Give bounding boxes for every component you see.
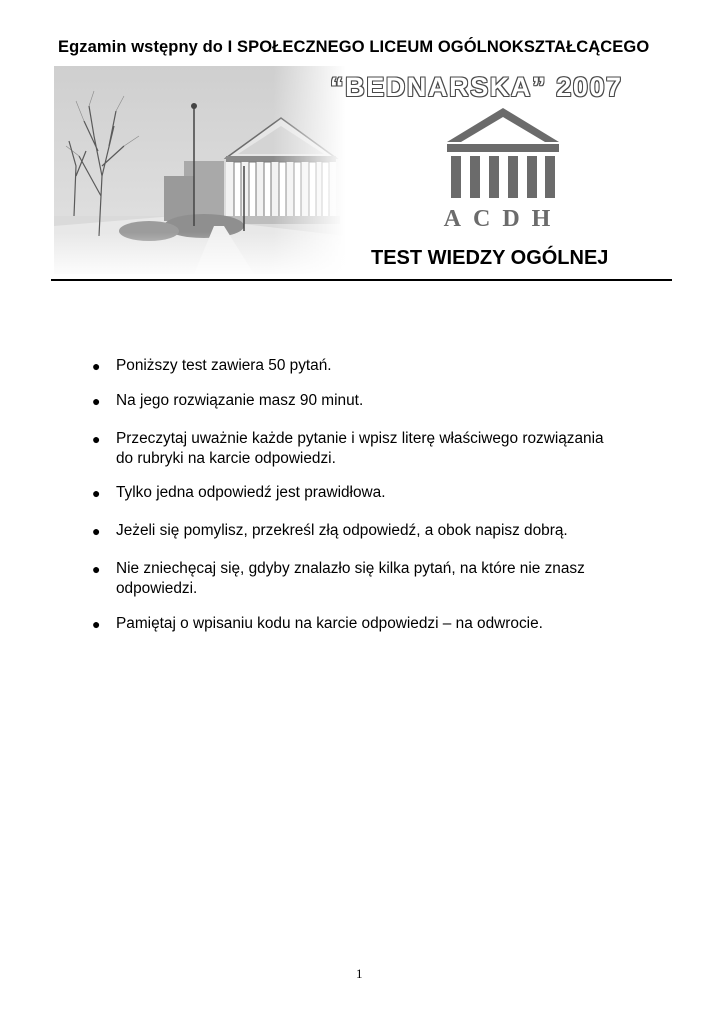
instruction-text: Pamiętaj o wpisaniu kodu na karcie odpowiedzi – na odwrocie. — [116, 615, 543, 632]
list-item — [92, 559, 612, 599]
school-name-banner: “BEDNARSKA” 2007 — [330, 72, 623, 102]
bullet-icon: ● — [92, 561, 101, 577]
school-building-photo — [54, 66, 346, 274]
header-title: Egzamin wstępny do I SPOŁECZNEGO LICEUM OGÓLNOKSZTAŁCĄCEGO — [58, 38, 650, 56]
bullet-icon: ● — [92, 523, 101, 539]
bullet-icon: ● — [92, 485, 101, 501]
list-item — [92, 356, 612, 376]
bullet-icon: ● — [92, 616, 101, 632]
instructions-list — [92, 356, 612, 634]
test-title: TEST WIEDZY OGÓLNEJ — [371, 247, 609, 269]
instruction-text: Jeżeli się pomylisz, przekreśl złą odpowiedź, a obok napisz dobrą. — [116, 522, 568, 539]
instruction-text: Przeczytaj uważnie każde pytanie i wpisz literę właściwego rozwiązania do rubryki na karcie odpowiedzi. — [116, 430, 604, 467]
list-item — [92, 614, 612, 634]
page-number: 1 — [356, 966, 363, 981]
bullet-icon: ● — [92, 393, 101, 409]
list-item — [92, 521, 612, 541]
instruction-text: Nie zniechęcaj się, gdyby znalazło się kilka pytań, na które nie znasz odpowiedzi. — [116, 560, 585, 597]
logo-letters: ACDH — [443, 206, 563, 232]
bullet-icon: ● — [92, 358, 101, 374]
bullet-icon: ● — [92, 431, 101, 447]
instruction-text: Poniższy test zawiera 50 pytań. — [116, 357, 332, 374]
list-item — [92, 483, 612, 503]
school-logo-icon — [443, 108, 563, 232]
header-divider — [51, 279, 672, 281]
list-item — [92, 429, 612, 469]
instruction-text: Na jego rozwiązanie masz 90 minut. — [116, 392, 364, 409]
list-item — [92, 391, 612, 411]
instruction-text: Tylko jedna odpowiedź jest prawidłowa. — [116, 484, 386, 501]
